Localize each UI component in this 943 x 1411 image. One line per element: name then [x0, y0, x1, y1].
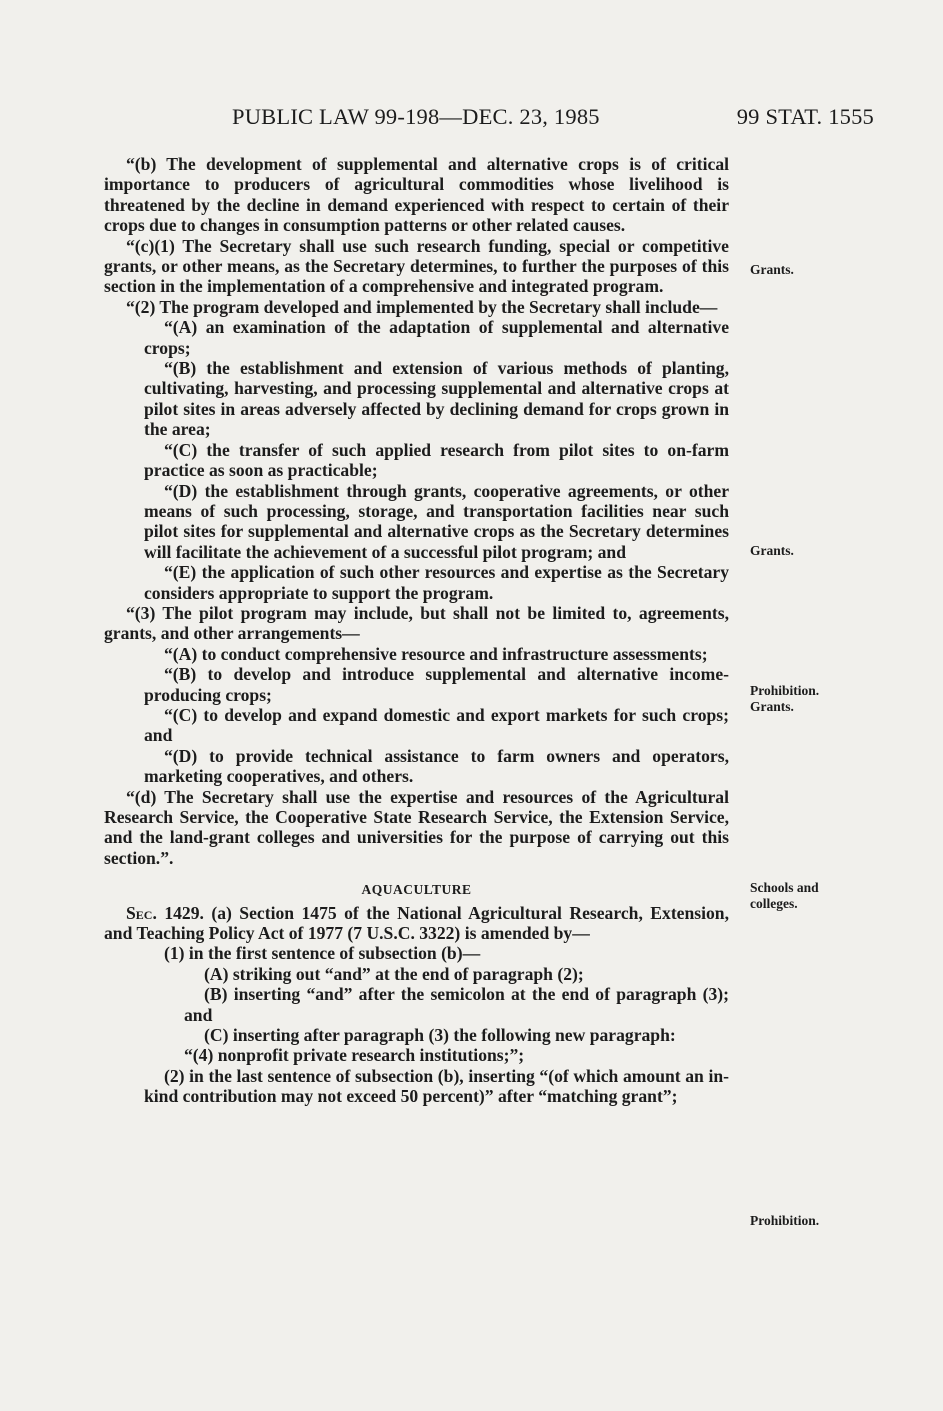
paragraph-c1: “(c)(1) The Secretary shall use such research funding, special or competitive grants, or other means, as the Secretary determines, to further the purposes of this section in the implementation of a comprehensive and integrated program. [104, 235, 729, 297]
section-1429-text: 1429. (a) Section 1475 of the National Agricultural Research, Extension, and Teaching Policy Act of 1977 (7 U.S.C. 3322) is amended by— [104, 902, 729, 944]
paragraph-c2-b: “(B) the establishment and extension of various methods of planting, cultivating, harvesting, and processing supplemental and alternative crops at pilot sites in areas adversely affected by declining demand for crops grown in the area; [144, 358, 729, 440]
amendment-item-2: (2) in the last sentence of subsection (b), inserting “(of which amount an in-kind contribution may not exceed 50 percent)” after “matching grant”; [144, 1065, 729, 1107]
section-heading-aquaculture: AQUACULTURE [361, 882, 472, 898]
paragraph-b: “(b) The development of supplemental and alternative crops is of critical importance to producers of agricultural commodities whose livelihood is threatened by the decline in demand experienced with respect to certain of their crops due to changes in consumption patterns or other related causes. [104, 154, 729, 236]
margin-note-grants: Grants. [750, 262, 794, 277]
paragraph-c3-a: “(A) to conduct comprehensive resource and infrastructure assessments; [164, 643, 708, 664]
margin-note-prohibition: Prohibition. [750, 683, 820, 698]
paragraph-d: “(d) The Secretary shall use the expertise and resources of the Agricultural Research Service, the Cooperative State Research Service, the Extension Service, and the land-grant colleges and universities for the purpose of carrying out this section.”. [104, 786, 729, 868]
paragraph-c2-c: “(C) the transfer of such applied research from pilot sites to on-farm practice as soon as practicable; [144, 439, 729, 481]
document-body [104, 154, 729, 1107]
amendment-item-1-sublist [144, 964, 729, 1066]
paragraph-c3-d: “(D) to provide technical assistance to farm owners and operators, marketing cooperatives, and others. [144, 745, 729, 787]
public-law-citation: PUBLIC LAW 99-198—DEC. 23, 1985 [232, 104, 600, 129]
statute-page-number: 99 STAT. 1555 [736, 104, 874, 129]
paragraph-c2-e: “(E) the application of such other resources and expertise as the Secretary considers appropriate to support the program. [144, 562, 729, 603]
paragraph-c3-b: “(B) to develop and introduce supplemental and alternative income-producing crops; [144, 664, 729, 705]
amendment-item-1: (1) in the first sentence of subsection (b)— [164, 943, 481, 964]
section-1429-intro [104, 903, 729, 944]
paragraph-c2-a: “(A) an examination of the adaptation of supplemental and alternative crops; [144, 317, 729, 358]
margin-note-schools-and-colleges: Schools and colleges. [750, 880, 819, 911]
amendment-quoted-paragraph: “(4) nonprofit private research institutions;”; [184, 1045, 525, 1066]
margin-note-prohibition: Prohibition. [750, 1213, 820, 1228]
paragraph-c3-c: “(C) to develop and expand domestic and export markets for such crops; and [144, 704, 729, 746]
paragraph-c3: “(3) The pilot program may include, but shall not be limited to, agreements, grants, and other arrangements— [104, 602, 729, 644]
amendment-item-1-c: (C) inserting after paragraph (3) the following new paragraph: [204, 1025, 676, 1046]
amendment-item-1-b: (B) inserting “and” after the semicolon at the end of paragraph (3); and [184, 984, 729, 1025]
paragraph-c2: “(2) The program developed and implemented by the Secretary shall include— [126, 296, 718, 317]
margin-note-grants: Grants. [750, 699, 794, 714]
paragraph-c2-d: “(D) the establishment through grants, cooperative agreements, or other means of such processing, storage, and transportation facilities near such pilot sites for supplemental and alternative crops as the Secretary determines will facilitate the achievement of a successful pilot program; and [144, 480, 729, 562]
section-label: Sec. [126, 902, 157, 923]
amendment-item-1-a: (A) striking out “and” at the end of paragraph (2); [204, 963, 584, 984]
margin-note-grants: Grants. [750, 543, 794, 558]
